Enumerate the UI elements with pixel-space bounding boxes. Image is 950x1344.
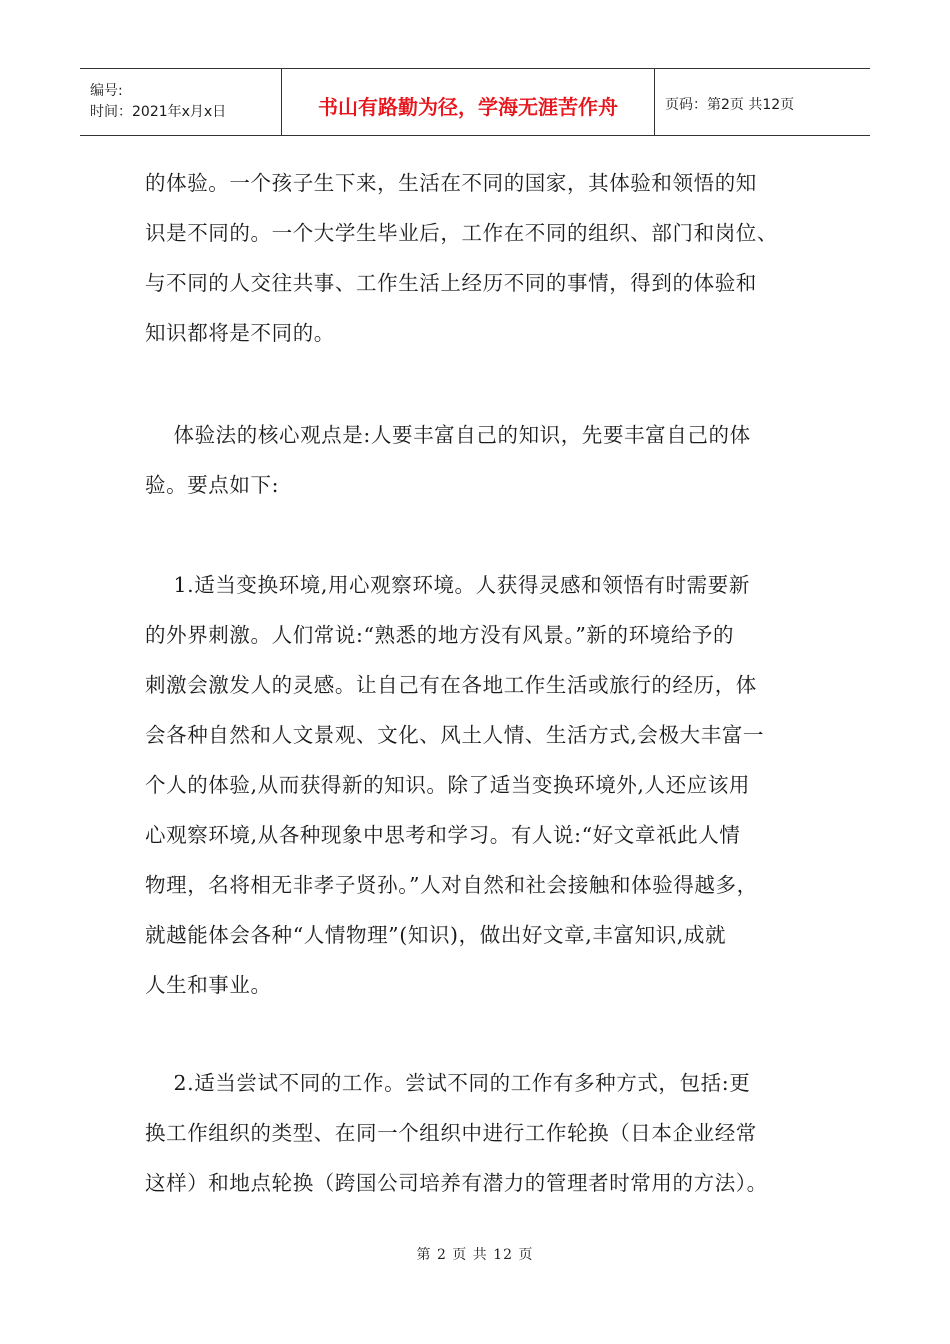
header-motto: 书山有路勤为径，学海无涯苦作舟 <box>318 94 618 119</box>
paragraph-1-line-2: 识是不同的。一个大学生毕业后，工作在不同的组织、部门和岗位、 <box>145 221 778 245</box>
paragraph-3-line-4: 会各种自然和人文景观、文化、风土人情、生活方式,会极大丰富一 <box>145 723 765 747</box>
paragraph-3-line-8: 就越能体会各种“人情物理”(知识)，做出好文章,丰富知识,成就 <box>145 923 727 947</box>
paragraph-4-line-2: 换工作组织的类型、在同一个组织中进行工作轮换（日本企业经常 <box>145 1121 757 1145</box>
paragraph-3-line-3: 刺激会激发人的灵感。让自己有在各地工作生活或旅行的经历，体 <box>145 673 757 697</box>
page-footer: 第 2 页 共 12 页 <box>416 1247 534 1263</box>
header-page-cell <box>655 69 870 135</box>
paragraph-3-line-1: 1.适当变换环境,用心观察环境。人获得灵感和领悟有时需要新 <box>145 573 750 597</box>
paragraph-1-line-3: 与不同的人交往共事、工作生活上经历不同的事情，得到的体验和 <box>145 271 757 295</box>
header-page-info: 页码：第2页 共12页 <box>665 97 795 113</box>
paragraph-4-line-1: 2.适当尝试不同的工作。尝试不同的工作有多种方式，包括:更 <box>145 1071 751 1095</box>
header-time-label: 时间：2021年x月x日 <box>90 104 227 120</box>
paragraph-3-line-6: 心观察环境,从各种现象中思考和学习。有人说:“好文章祇此人情 <box>145 823 741 847</box>
paragraph-4-line-3: 这样）和地点轮换（跨国公司培养有潜力的管理者时常用的方法）。 <box>145 1171 768 1195</box>
paragraph-3-line-5: 个人的体验,从而获得新的知识。除了适当变换环境外,人还应该用 <box>145 773 751 797</box>
header-motto-cell <box>282 69 655 135</box>
paragraph-1-line-4: 知识都将是不同的。 <box>145 321 335 345</box>
paragraph-3-line-2: 的外界刺激。人们常说:“熟悉的地方没有风景。”新的环境给予的 <box>145 623 735 647</box>
paragraph-3-line-9: 人生和事业。 <box>145 973 272 997</box>
paragraph-3-line-7: 物理，名将相无非孝子贤孙。”人对自然和社会接触和体验得越多， <box>145 873 758 897</box>
header-meta <box>80 69 282 135</box>
document-header <box>80 68 870 136</box>
paragraph-2-line-2: 验。要点如下: <box>145 473 280 497</box>
header-number-label: 编号: <box>90 83 123 99</box>
paragraph-2-line-1: 体验法的核心观点是:人要丰富自己的知识，先要丰富自己的体 <box>145 423 751 447</box>
paragraph-1-line-1: 的体验。一个孩子生下来，生活在不同的国家，其体验和领悟的知 <box>145 171 757 195</box>
